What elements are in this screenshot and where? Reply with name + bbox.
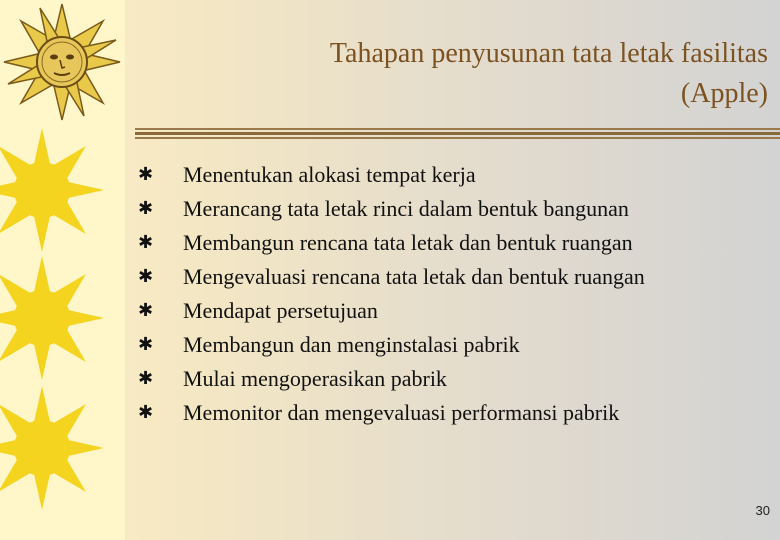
list-item	[138, 228, 645, 262]
sun-decoration-icon	[0, 0, 125, 540]
page-number: 30	[755, 503, 770, 518]
asterisk-bullet-icon: ✱	[138, 232, 154, 253]
list-item-text: Mendapat persetujuan	[183, 298, 378, 323]
list-item-text: Mengevaluasi rencana tata letak dan bentuk ruangan	[183, 264, 645, 289]
list-item-text: Membangun rencana tata letak dan bentuk ruangan	[183, 230, 633, 255]
sun-sidebar	[0, 0, 125, 540]
asterisk-bullet-icon: ✱	[138, 266, 154, 287]
asterisk-bullet-icon: ✱	[138, 368, 154, 389]
slide-title	[148, 34, 768, 114]
asterisk-bullet-icon: ✱	[138, 164, 154, 185]
list-item	[138, 262, 645, 296]
list-item-text: Mulai mengoperasikan pabrik	[183, 366, 447, 391]
title-divider	[135, 128, 780, 142]
list-item-text: Menentukan alokasi tempat kerja	[183, 162, 476, 187]
list-item	[138, 194, 645, 228]
list-item	[138, 296, 645, 330]
bullet-list	[138, 160, 645, 432]
list-item	[138, 364, 645, 398]
asterisk-bullet-icon: ✱	[138, 198, 154, 219]
list-item	[138, 398, 645, 432]
list-item	[138, 160, 645, 194]
slide-title-line-1: Tahapan penyusunan tata letak fasilitas	[329, 38, 768, 69]
slide-title-line-2: (Apple)	[680, 78, 768, 109]
list-item-text: Membangun dan menginstalasi pabrik	[183, 332, 520, 357]
list-item-text: Memonitor dan mengevaluasi performansi pabrik	[183, 400, 620, 425]
sun-face-icon	[4, 4, 120, 120]
list-item	[138, 330, 645, 364]
asterisk-bullet-icon: ✱	[138, 334, 154, 355]
asterisk-bullet-icon: ✱	[138, 402, 154, 423]
asterisk-bullet-icon: ✱	[138, 300, 154, 321]
list-item-text: Merancang tata letak rinci dalam bentuk bangunan	[183, 196, 629, 221]
